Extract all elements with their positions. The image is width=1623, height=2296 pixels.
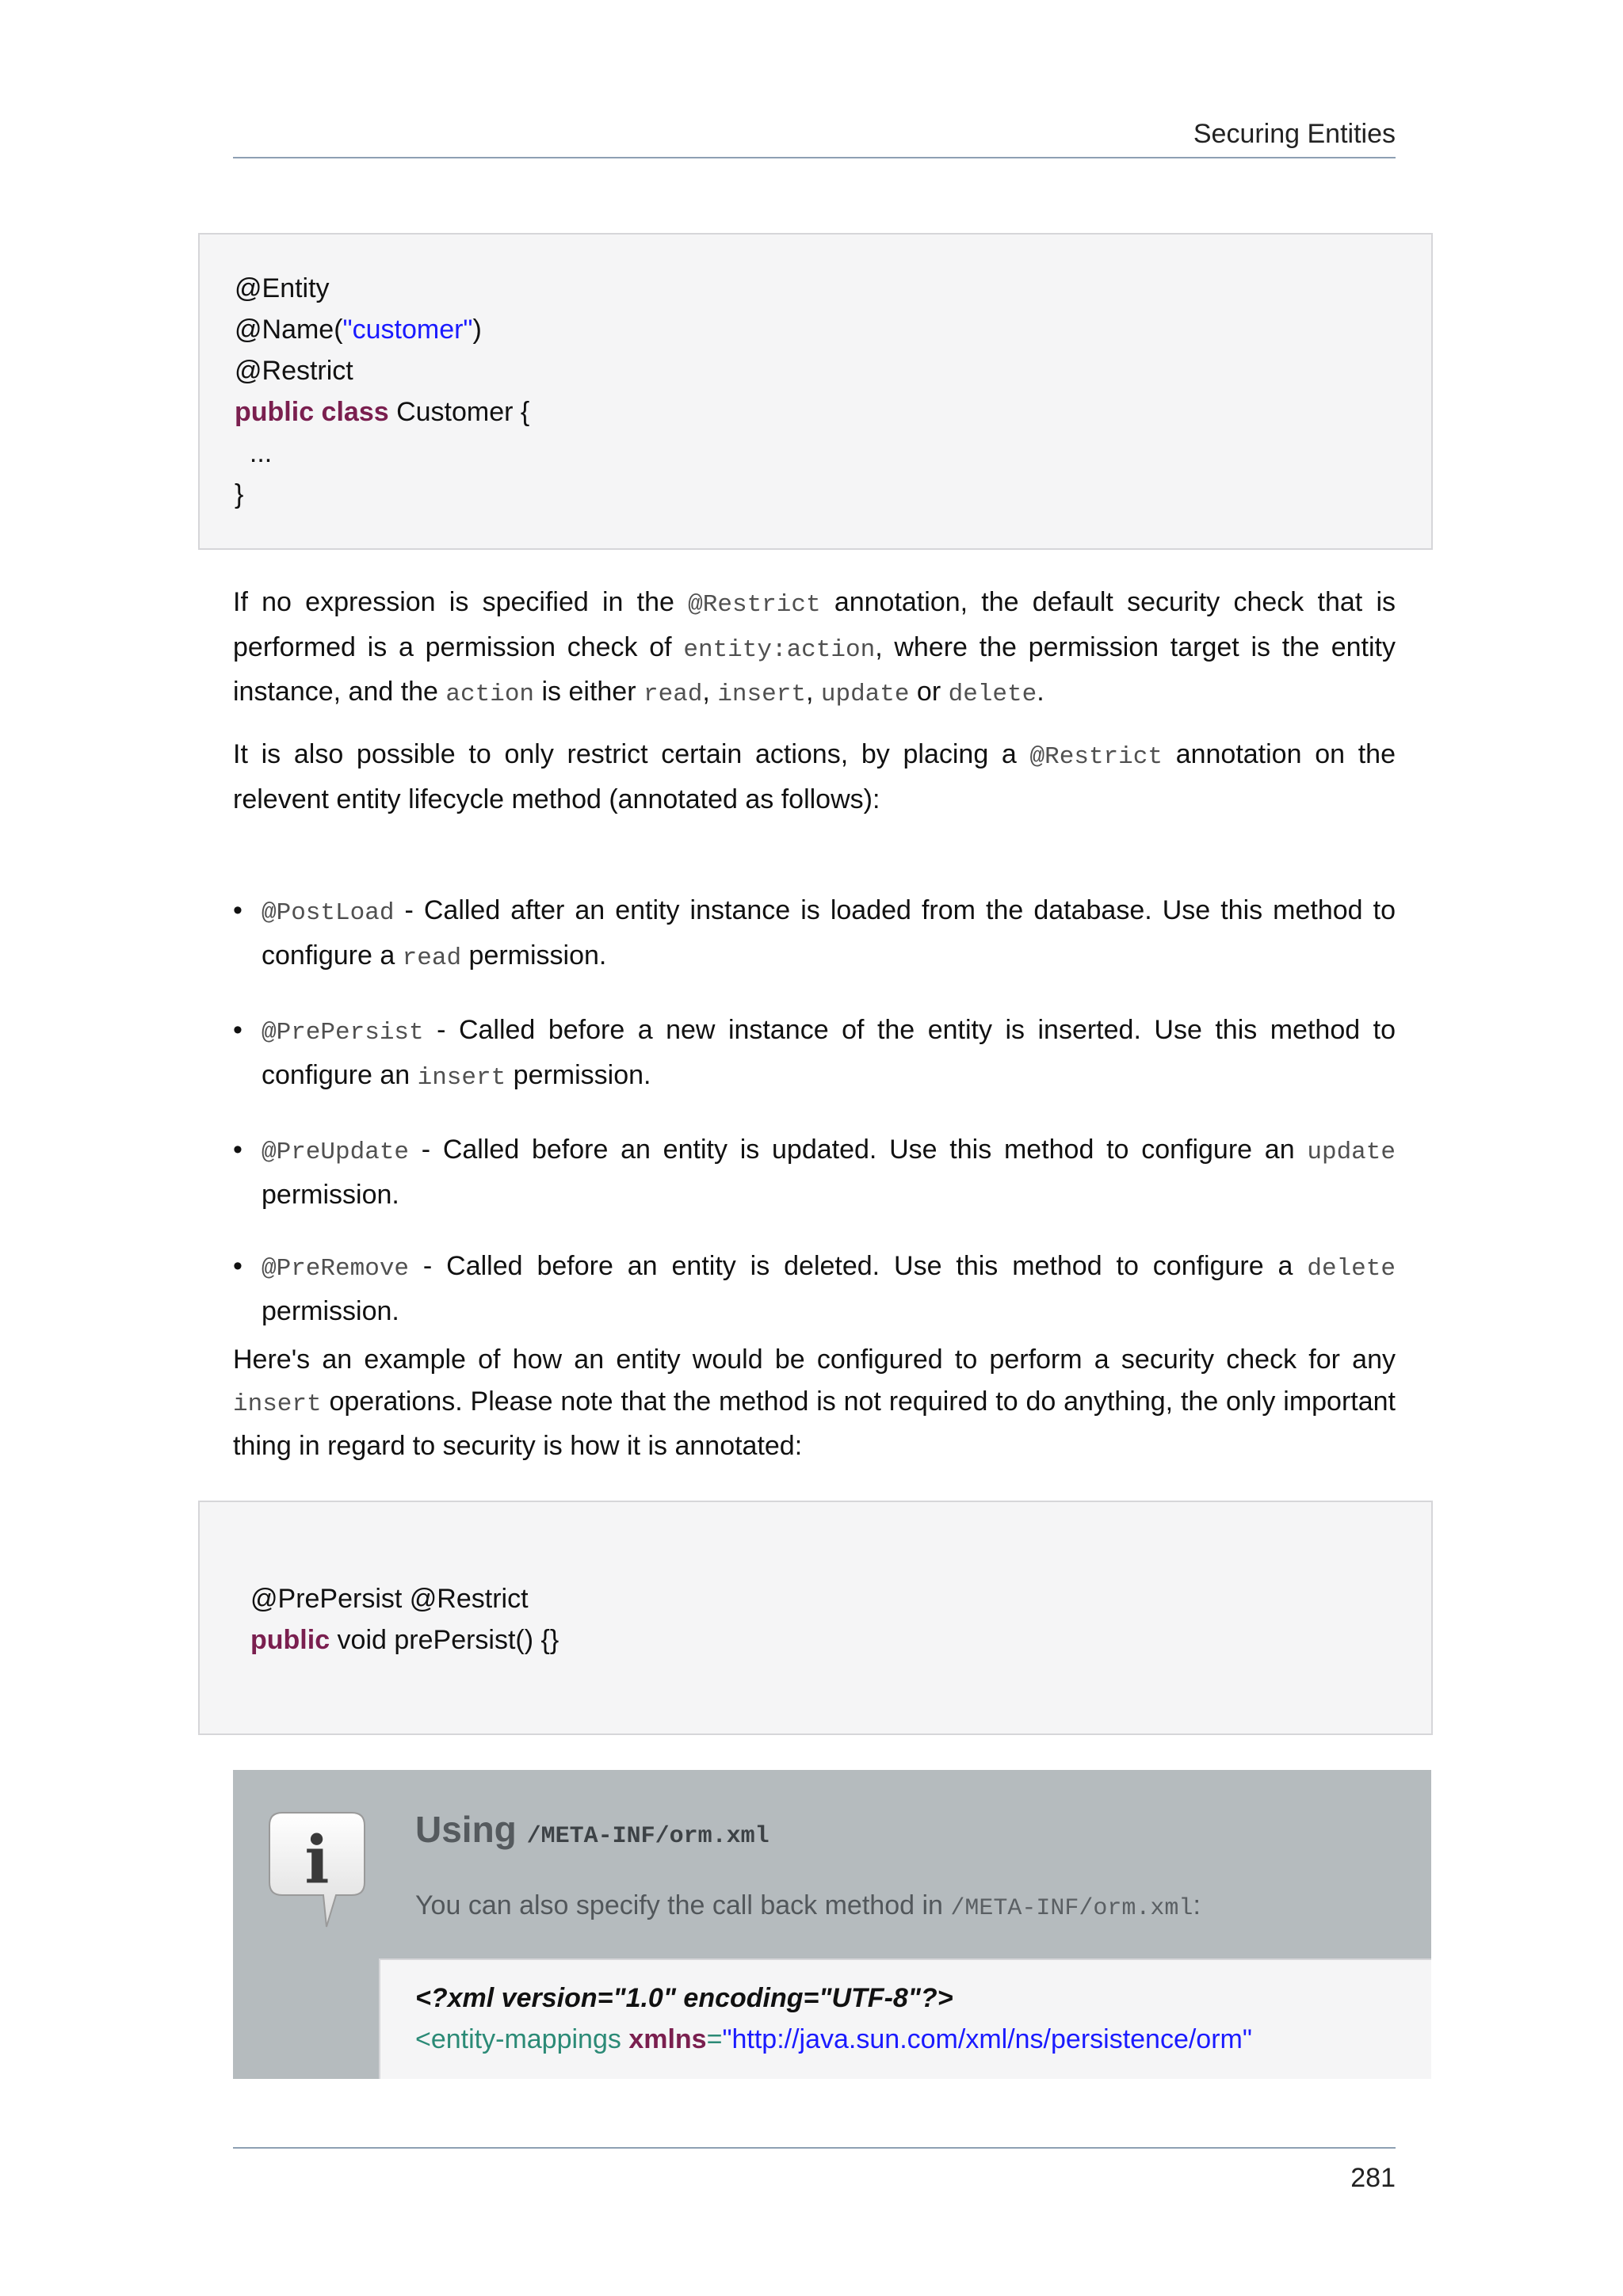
list-item: • @PreUpdate - Called before an entity is updated. Use this method to configure an update permission. <box>233 1135 1396 1210</box>
page-number: 281 <box>1350 2163 1396 2193</box>
code-line: @Entity <box>235 273 330 303</box>
info-icon-letter: i <box>304 1822 330 1898</box>
code-text: Customer { <box>388 397 530 427</box>
code-line: @Restrict <box>235 356 353 386</box>
code-text: void prePersist() {} <box>330 1625 559 1655</box>
code-keyword: public <box>250 1625 330 1655</box>
footer-divider <box>233 2147 1396 2149</box>
code-line <box>250 1619 1431 1661</box>
paragraph-default-check: If no expression is specified in the @Restrict annotation, the default security check that is performed is a permission check of entity:action, where the permission target is the entity instance, and the action is either read, insert, update or delete. <box>233 587 1396 708</box>
code-line: } <box>235 479 244 509</box>
list-item: • @PostLoad - Called after an entity instance is loaded from the database. Use this method to configure a read permission. <box>233 895 1396 972</box>
lifecycle-method-list <box>233 890 1396 1362</box>
code-block-orm-xml <box>379 1958 1431 2079</box>
code-text: @Name( <box>235 315 343 345</box>
code-line: <entity-mappings xmlns="http://java.sun.com/xml/ns/persistence/orm" <box>415 2024 1252 2054</box>
code-keyword: public class <box>235 397 389 427</box>
list-item: • @PreRemove - Called before an entity is deleted. Use this method to configure a delete permission. <box>233 1251 1396 1326</box>
list-item: • @PrePersist - Called before a new instance of the entity is inserted. Use this method to configure an insert permission. <box>233 1015 1396 1092</box>
page-header-title: Securing Entities <box>1193 119 1396 149</box>
code-line <box>235 391 1431 433</box>
info-note-box <box>233 1770 1431 2079</box>
code-block-prepersist <box>198 1501 1433 1735</box>
note-body: You can also specify the call back method in /META-INF/orm.xml: <box>415 1890 1201 1922</box>
code-block-customer-entity <box>198 233 1433 550</box>
code-string: "customer" <box>342 315 473 345</box>
header-divider <box>233 157 1396 158</box>
info-icon <box>268 1811 366 1930</box>
code-line: ... <box>235 438 273 468</box>
code-line <box>235 309 1431 350</box>
code-text: ) <box>472 315 482 345</box>
paragraph-restrict-actions: It is also possible to only restrict certain actions, by placing a @Restrict annotation on the relevent entity lifecycle method (annotated as follows): <box>233 739 1396 814</box>
code-line: <?xml version="1.0" encoding="UTF-8"?> <box>415 1983 953 2013</box>
note-title: Using /META-INF/orm.xml <box>415 1809 769 1850</box>
paragraph-insert-example: Here's an example of how an entity would be configured to perform a security check for any insert operations. Please note that the method is not required to do anything, the only important thing in regard to security is how it is annotated: <box>233 1344 1396 1461</box>
code-line: @PrePersist @Restrict <box>250 1584 529 1614</box>
